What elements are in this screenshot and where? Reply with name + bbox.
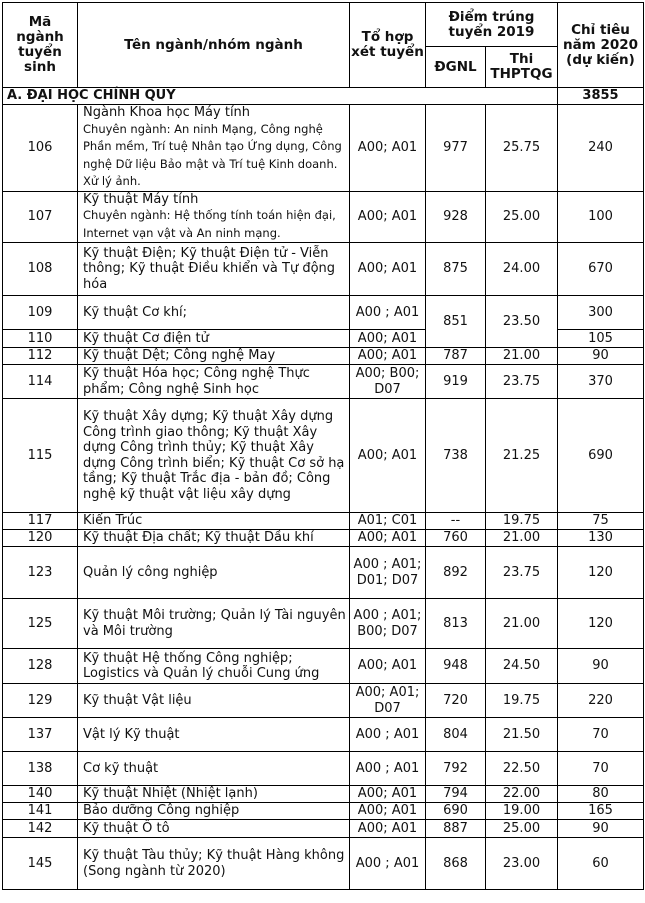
row-thptqg: 22.50: [486, 752, 558, 786]
table-row: [3, 530, 644, 547]
section-label: A. ĐẠI HỌC CHÍNH QUY: [3, 88, 558, 105]
row-name-cell: [78, 365, 350, 399]
row-dgnl: 875: [426, 243, 486, 296]
row-quota: 80: [558, 786, 644, 803]
row-combo: A00; A01: [350, 191, 426, 243]
row-quota: 220: [558, 684, 644, 718]
row-quota: 240: [558, 105, 644, 192]
row-dgnl: 948: [426, 649, 486, 684]
row-code: 120: [3, 530, 78, 547]
row-thptqg: 19.00: [486, 803, 558, 820]
row-name: Kỹ thuật Máy tính: [83, 191, 199, 207]
row-quota: 105: [558, 330, 644, 348]
row-name-cell: [78, 838, 350, 890]
row-name: Kỹ thuật Điện; Kỹ thuật Điện tử - Viễn thông; Kỹ thuật Điều khiển và Tự động hóa: [83, 245, 336, 292]
row-name-cell: [78, 752, 350, 786]
section-total: 3855: [558, 88, 644, 105]
row-code: 109: [3, 296, 78, 330]
row-combo: A00; A01: [350, 399, 426, 513]
row-name-cell: [78, 547, 350, 599]
header-combo: Tổ hợp xét tuyển: [350, 3, 426, 88]
row-dgnl: 892: [426, 547, 486, 599]
row-code: 110: [3, 330, 78, 348]
row-quota: 165: [558, 803, 644, 820]
row-name: Kỹ thuật Cơ điện tử: [83, 330, 209, 346]
row-combo: A00; A01: [350, 530, 426, 547]
row-name-cell: [78, 191, 350, 243]
table-row: [3, 547, 644, 599]
row-thptqg: 25.00: [486, 191, 558, 243]
row-quota: 120: [558, 547, 644, 599]
row-thptqg: 24.50: [486, 649, 558, 684]
row-specialization: Chuyên ngành: An ninh Mạng, Công nghệ Phần mềm, Trí tuệ Nhân tạo Ứng dụng, Công nghệ Dữ liệu Bảo mật và Trí tuệ Kinh doanh. Xử lý ảnh.: [83, 121, 342, 188]
row-thptqg: 23.75: [486, 547, 558, 599]
row-combo: A00; B00; D07: [350, 365, 426, 399]
row-name-cell: [78, 243, 350, 296]
row-name: Kỹ thuật Hệ thống Công nghiệp; Logistics và Quản lý chuỗi Cung ứng: [83, 650, 320, 681]
row-thptqg: 24.00: [486, 243, 558, 296]
row-thptqg: 21.00: [486, 599, 558, 649]
row-code: 142: [3, 820, 78, 838]
row-quota: 130: [558, 530, 644, 547]
row-dgnl: 792: [426, 752, 486, 786]
header-dgnl: ĐGNL: [426, 47, 486, 88]
row-quota: 670: [558, 243, 644, 296]
row-thptqg: 21.00: [486, 348, 558, 365]
row-quota: 70: [558, 718, 644, 752]
row-quota: 370: [558, 365, 644, 399]
table-row: [3, 718, 644, 752]
row-thptqg: 21.00: [486, 530, 558, 547]
row-combo: A00 ; A01; D01; D07: [350, 547, 426, 599]
row-quota: 90: [558, 348, 644, 365]
row-combo: A00; A01: [350, 786, 426, 803]
row-name-cell: [78, 348, 350, 365]
table-row: [3, 684, 644, 718]
row-thptqg: 25.75: [486, 105, 558, 192]
table-row: [3, 649, 644, 684]
row-combo: A00 ; A01; B00; D07: [350, 599, 426, 649]
row-combo: A00 ; A01: [350, 718, 426, 752]
row-thptqg: 19.75: [486, 684, 558, 718]
row-thptqg: 25.00: [486, 820, 558, 838]
header-quota: Chỉ tiêu năm 2020 (dự kiến): [558, 3, 644, 88]
row-quota: 100: [558, 191, 644, 243]
row-code: 145: [3, 838, 78, 890]
row-dgnl: 868: [426, 838, 486, 890]
row-code: 108: [3, 243, 78, 296]
row-thptqg: 21.25: [486, 399, 558, 513]
row-combo: A00; A01: [350, 105, 426, 192]
row-name: Vật lý Kỹ thuật: [83, 726, 180, 742]
row-dgnl: 787: [426, 348, 486, 365]
row-quota: 120: [558, 599, 644, 649]
row-quota: 75: [558, 513, 644, 530]
row-name-cell: [78, 105, 350, 192]
row-code: 107: [3, 191, 78, 243]
row-name-note: (Song ngành từ 2020): [83, 863, 226, 879]
row-dgnl: 919: [426, 365, 486, 399]
row-name: Kỹ thuật Xây dựng; Kỹ thuật Xây dựng Công trình giao thông; Kỹ thuật Xây dựng Công trình thủy; Kỹ thuật Xây dựng Công trình biển; Kỹ thuật Cơ sở hạ tầng; Kỹ thuật Trắc địa - bản đồ; Công nghệ kỹ thuật vật liệu xây dựng: [83, 409, 345, 502]
row-combo: A00; A01: [350, 820, 426, 838]
row-name: Kiến Trúc: [83, 513, 143, 529]
row-thptqg: 23.00: [486, 838, 558, 890]
row-dgnl: 887: [426, 820, 486, 838]
row-combo: A00 ; A01: [350, 752, 426, 786]
row-name: Bảo dưỡng Công nghiệp: [83, 803, 240, 819]
row-combo: A01; C01: [350, 513, 426, 530]
row-quota: 690: [558, 399, 644, 513]
row-combo: A00; A01: [350, 330, 426, 348]
row-code: 140: [3, 786, 78, 803]
row-name: Kỹ thuật Hóa học; Công nghệ Thực phẩm; Công nghệ Sinh học: [83, 366, 310, 397]
admission-table: [2, 2, 644, 890]
row-name-cell: [78, 296, 350, 330]
row-quota: 300: [558, 296, 644, 330]
table-row: [3, 599, 644, 649]
row-name: Kỹ thuật Vật liệu: [83, 692, 192, 708]
row-name-cell: [78, 684, 350, 718]
table-row: [3, 105, 644, 192]
table-row: [3, 513, 644, 530]
row-name: Kỹ thuật Cơ khí;: [83, 304, 188, 320]
table-row: [3, 820, 644, 838]
row-name-cell: [78, 718, 350, 752]
row-thptqg: 23.75: [486, 365, 558, 399]
row-name-cell: [78, 330, 350, 348]
row-dgnl: 928: [426, 191, 486, 243]
row-code: 128: [3, 649, 78, 684]
row-combo: A00; A01: [350, 803, 426, 820]
row-quota: 60: [558, 838, 644, 890]
row-name: Kỹ thuật Tàu thủy; Kỹ thuật Hàng không: [83, 848, 345, 863]
row-dgnl: 794: [426, 786, 486, 803]
row-code: 114: [3, 365, 78, 399]
row-combo: A00; A01; D07: [350, 684, 426, 718]
row-code: 129: [3, 684, 78, 718]
row-thptqg: 19.75: [486, 513, 558, 530]
row-name: Kỹ thuật Môi trường; Quản lý Tài nguyên và Môi trường: [83, 608, 346, 639]
row-code: 123: [3, 547, 78, 599]
row-dgnl: 690: [426, 803, 486, 820]
header-name: Tên ngành/nhóm ngành: [78, 3, 350, 88]
row-specialization: Chuyên ngành: Hệ thống tính toán hiện đại, Internet vạn vật và An ninh mạng.: [83, 208, 336, 240]
table-row: [3, 803, 644, 820]
row-dgnl: 804: [426, 718, 486, 752]
row-code: 137: [3, 718, 78, 752]
row-quota: 70: [558, 752, 644, 786]
row-code: 106: [3, 105, 78, 192]
row-code: 125: [3, 599, 78, 649]
row-code: 117: [3, 513, 78, 530]
row-dgnl: 977: [426, 105, 486, 192]
row-name-cell: [78, 786, 350, 803]
row-dgnl: 720: [426, 684, 486, 718]
row-quota: 90: [558, 820, 644, 838]
row-name: Kỹ thuật Dệt; Công nghệ May: [83, 348, 276, 364]
table-row: [3, 786, 644, 803]
header-thptqg: Thi THPTQG: [486, 47, 558, 88]
row-name: Ngành Khoa học Máy tính: [83, 105, 251, 120]
table-row: [3, 399, 644, 513]
table-row: [3, 243, 644, 296]
row-dgnl: 851: [426, 296, 486, 348]
row-name-cell: [78, 599, 350, 649]
row-dgnl: 738: [426, 399, 486, 513]
row-combo: A00; A01: [350, 348, 426, 365]
row-thptqg: 21.50: [486, 718, 558, 752]
section-row: [3, 88, 644, 105]
row-dgnl: 760: [426, 530, 486, 547]
row-name-cell: [78, 513, 350, 530]
row-name-cell: [78, 399, 350, 513]
row-combo: A00 ; A01: [350, 296, 426, 330]
table-row: [3, 191, 644, 243]
row-name-cell: [78, 649, 350, 684]
table-row: [3, 296, 644, 330]
row-quota: 90: [558, 649, 644, 684]
table-row: [3, 838, 644, 890]
row-code: 112: [3, 348, 78, 365]
row-combo: A00; A01: [350, 243, 426, 296]
row-dgnl: --: [426, 513, 486, 530]
row-thptqg: 22.00: [486, 786, 558, 803]
header-score: Điểm trúng tuyển 2019: [426, 3, 558, 47]
row-name: Cơ kỹ thuật: [83, 760, 159, 776]
row-name: Kỹ thuật Ô tô: [83, 820, 170, 836]
row-combo: A00 ; A01: [350, 838, 426, 890]
row-name: Quản lý công nghiệp: [83, 564, 218, 580]
row-dgnl: 813: [426, 599, 486, 649]
row-name-cell: [78, 530, 350, 547]
row-combo: A00; A01: [350, 649, 426, 684]
table-row: [3, 348, 644, 365]
row-name: Kỹ thuật Địa chất; Kỹ thuật Dầu khí: [83, 530, 314, 546]
row-code: 115: [3, 399, 78, 513]
row-name: Kỹ thuật Nhiệt (Nhiệt lạnh): [83, 786, 258, 802]
row-code: 138: [3, 752, 78, 786]
table-row: [3, 365, 644, 399]
row-name-cell: [78, 820, 350, 838]
row-name-cell: [78, 803, 350, 820]
row-code: 141: [3, 803, 78, 820]
header-code: Mã ngành tuyển sinh: [3, 3, 78, 88]
row-thptqg: 23.50: [486, 296, 558, 348]
table-row: [3, 752, 644, 786]
